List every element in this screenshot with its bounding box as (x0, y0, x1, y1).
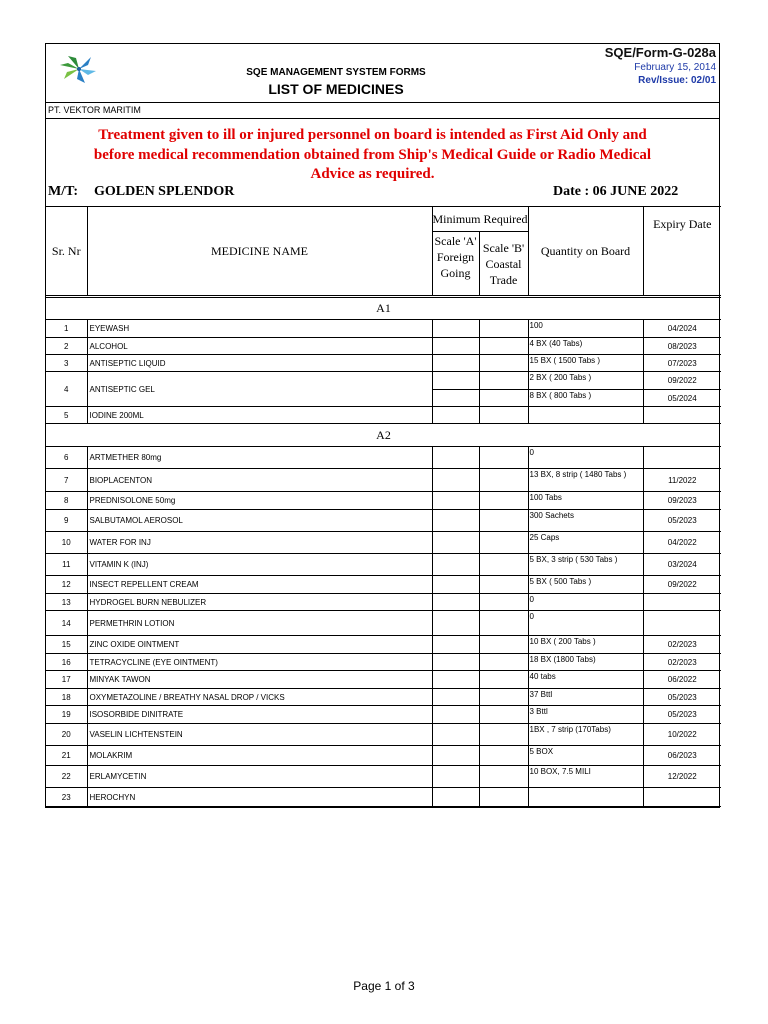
expiry-date: 02/2023 (643, 654, 721, 671)
scale-a-cell (432, 338, 479, 355)
table-row (46, 372, 721, 390)
medicine-form (45, 43, 720, 808)
quantity-on-board: 1BX , 7 strip (170Tabs) (528, 724, 643, 746)
vessel-line (46, 182, 719, 206)
table-row (46, 469, 721, 492)
row-number: 20 (46, 724, 87, 746)
quantity-on-board (528, 407, 643, 424)
scale-a-cell (432, 532, 479, 554)
quantity-on-board: 10 BX ( 200 Tabs ) (528, 636, 643, 654)
scale-a-cell (432, 594, 479, 611)
scale-b-cell (479, 636, 528, 654)
medicine-name: IODINE 200ML (87, 407, 432, 424)
table-row (46, 671, 721, 689)
expiry-date: 06/2022 (643, 671, 721, 689)
scale-a-cell (432, 576, 479, 594)
scale-b-cell (479, 594, 528, 611)
scale-a-cell (432, 724, 479, 746)
scale-a-cell (432, 355, 479, 372)
scale-a-cell (432, 469, 479, 492)
scale-a-cell (432, 788, 479, 807)
expiry-date: 12/2022 (643, 766, 721, 788)
scale-a-cell (432, 671, 479, 689)
section-row-a1 (46, 298, 721, 320)
scale-b-cell (479, 724, 528, 746)
form-header (46, 44, 719, 103)
medicine-name: VASELIN LICHTENSTEIN (87, 724, 432, 746)
medicine-name: ARTMETHER 80mg (87, 447, 432, 469)
table-row (46, 654, 721, 671)
row-number: 13 (46, 594, 87, 611)
table-row (46, 594, 721, 611)
quantity-on-board: 40 tabs (528, 671, 643, 689)
form-code: SQE/Form-G-028a (604, 45, 716, 60)
scale-b-cell (479, 390, 528, 407)
scale-a-cell (432, 510, 479, 532)
medicine-name: EYEWASH (87, 320, 432, 338)
expiry-date: 02/2023 (643, 636, 721, 654)
medicine-name: ZINC OXIDE OINTMENT (87, 636, 432, 654)
system-title: SQE MANAGEMENT SYSTEM FORMS (246, 67, 426, 78)
expiry-date: 07/2023 (643, 355, 721, 372)
quantity-on-board: 2 BX ( 200 Tabs ) (528, 372, 643, 390)
quantity-on-board: 8 BX ( 800 Tabs ) (528, 390, 643, 407)
table-row (46, 611, 721, 636)
scale-b-cell (479, 689, 528, 706)
medicine-name: ALCOHOL (87, 338, 432, 355)
medicine-name: PERMETHRIN LOTION (87, 611, 432, 636)
scale-b-cell (479, 469, 528, 492)
row-number: 19 (46, 706, 87, 724)
quantity-on-board (528, 788, 643, 807)
vessel-label: M/T: (48, 184, 79, 199)
expiry-date (643, 594, 721, 611)
expiry-date: 10/2022 (643, 724, 721, 746)
scale-b-cell (479, 671, 528, 689)
row-number: 12 (46, 576, 87, 594)
table-row (46, 706, 721, 724)
medicine-name: INSECT REPELLENT CREAM (87, 576, 432, 594)
expiry-date: 08/2023 (643, 338, 721, 355)
rev-issue: Rev/Issue: 02/01 (638, 75, 716, 86)
scale-b-cell (479, 492, 528, 510)
expiry-date: 05/2023 (643, 706, 721, 724)
table-row (46, 532, 721, 554)
page-footer: Page 1 of 3 (353, 979, 415, 993)
table-row (46, 447, 721, 469)
quantity-on-board: 0 (528, 611, 643, 636)
col-header-scale-b: Scale 'B' Coastal Trade (479, 232, 528, 296)
table-row (46, 689, 721, 706)
scale-b-cell (479, 746, 528, 766)
table-row (46, 766, 721, 788)
medicine-name: SALBUTAMOL AEROSOL (87, 510, 432, 532)
col-header-sr: Sr. Nr (46, 207, 87, 296)
scale-b-cell (479, 320, 528, 338)
scale-a-cell (432, 390, 479, 407)
row-number: 14 (46, 611, 87, 636)
quantity-on-board: 37 Bttl (528, 689, 643, 706)
expiry-date: 09/2022 (643, 576, 721, 594)
row-number: 7 (46, 469, 87, 492)
row-number: 3 (46, 355, 87, 372)
medicine-name: ISOSORBIDE DINITRATE (87, 706, 432, 724)
scale-b-cell (479, 766, 528, 788)
medicine-name: MINYAK TAWON (87, 671, 432, 689)
quantity-on-board: 5 BX, 3 strip ( 530 Tabs ) (528, 554, 643, 576)
row-number: 21 (46, 746, 87, 766)
row-number: 10 (46, 532, 87, 554)
expiry-date: 04/2024 (643, 320, 721, 338)
table-row (46, 407, 721, 424)
expiry-date (643, 788, 721, 807)
table-row (46, 746, 721, 766)
table-row (46, 510, 721, 532)
col-header-qty: Quantity on Board (528, 207, 643, 296)
medicine-name: VITAMIN K (INJ) (87, 554, 432, 576)
quantity-on-board: 15 BX ( 1500 Tabs ) (528, 355, 643, 372)
expiry-date: 06/2023 (643, 746, 721, 766)
row-number: 2 (46, 338, 87, 355)
table-row (46, 788, 721, 807)
quantity-on-board: 3 Bttl (528, 706, 643, 724)
scale-b-cell (479, 532, 528, 554)
scale-b-cell (479, 788, 528, 807)
scale-a-cell (432, 766, 479, 788)
expiry-date (643, 447, 721, 469)
scale-a-cell (432, 611, 479, 636)
vessel-name: GOLDEN SPLENDOR (94, 184, 235, 199)
quantity-on-board: 18 BX (1800 Tabs) (528, 654, 643, 671)
expiry-date: 05/2023 (643, 689, 721, 706)
expiry-date: 05/2024 (643, 390, 721, 407)
scale-b-cell (479, 510, 528, 532)
row-number: 9 (46, 510, 87, 532)
medicine-name: HEROCHYN (87, 788, 432, 807)
scale-a-cell (432, 407, 479, 424)
scale-a-cell (432, 746, 479, 766)
section-label: A2 (46, 424, 721, 447)
row-number: 15 (46, 636, 87, 654)
table-row (46, 338, 721, 355)
expiry-date: 09/2023 (643, 492, 721, 510)
medicine-name: BIOPLACENTON (87, 469, 432, 492)
table-row (46, 636, 721, 654)
row-number: 16 (46, 654, 87, 671)
expiry-date: 03/2024 (643, 554, 721, 576)
scale-a-cell (432, 654, 479, 671)
medicine-name: ERLAMYCETIN (87, 766, 432, 788)
scale-b-cell (479, 372, 528, 390)
scale-b-cell (479, 407, 528, 424)
quantity-on-board: 0 (528, 594, 643, 611)
col-header-name: MEDICINE NAME (87, 207, 432, 296)
scale-a-cell (432, 492, 479, 510)
scale-b-cell (479, 706, 528, 724)
scale-b-cell (479, 338, 528, 355)
quantity-on-board: 300 Sachets (528, 510, 643, 532)
form-date: February 15, 2014 (634, 62, 716, 73)
page-title: LIST OF MEDICINES (268, 81, 404, 97)
scale-a-cell (432, 372, 479, 390)
scale-a-cell (432, 320, 479, 338)
row-number: 4 (46, 372, 87, 407)
scale-b-cell (479, 554, 528, 576)
row-number: 17 (46, 671, 87, 689)
scale-a-cell (432, 689, 479, 706)
quantity-on-board: 5 BOX (528, 746, 643, 766)
row-number: 18 (46, 689, 87, 706)
col-header-min-required: Minimum Required (432, 207, 528, 232)
scale-b-cell (479, 355, 528, 372)
quantity-on-board: 100 Tabs (528, 492, 643, 510)
quantity-on-board: 10 BOX, 7.5 MILI (528, 766, 643, 788)
scale-b-cell (479, 654, 528, 671)
medicine-name: PREDNISOLONE 50mg (87, 492, 432, 510)
row-number: 1 (46, 320, 87, 338)
medicine-name: TETRACYCLINE (EYE OINTMENT) (87, 654, 432, 671)
scale-a-cell (432, 447, 479, 469)
medicine-name: OXYMETAZOLINE / BREATHY NASAL DROP / VICKS (87, 689, 432, 706)
quantity-on-board: 0 (528, 447, 643, 469)
expiry-date: 09/2022 (643, 372, 721, 390)
col-header-expiry: Expiry Date (643, 207, 721, 296)
medicine-table (46, 206, 721, 807)
table-row (46, 320, 721, 338)
table-row (46, 355, 721, 372)
medicine-name: MOLAKRIM (87, 746, 432, 766)
expiry-date: 05/2023 (643, 510, 721, 532)
row-number: 6 (46, 447, 87, 469)
row-number: 8 (46, 492, 87, 510)
scale-a-cell (432, 636, 479, 654)
col-header-scale-a: Scale 'A' Foreign Going (432, 232, 479, 296)
medicine-name: WATER FOR INJ (87, 532, 432, 554)
scale-a-cell (432, 706, 479, 724)
medicine-name: ANTISEPTIC GEL (87, 372, 432, 407)
quantity-on-board: 100 (528, 320, 643, 338)
section-row-a2 (46, 424, 721, 447)
quantity-on-board: 5 BX ( 500 Tabs ) (528, 576, 643, 594)
scale-b-cell (479, 576, 528, 594)
quantity-on-board: 4 BX (40 Tabs) (528, 338, 643, 355)
expiry-date: 11/2022 (643, 469, 721, 492)
scale-b-cell (479, 447, 528, 469)
report-date: Date : 06 JUNE 2022 (553, 184, 679, 199)
expiry-date (643, 611, 721, 636)
row-number: 23 (46, 788, 87, 807)
table-row (46, 576, 721, 594)
row-number: 5 (46, 407, 87, 424)
scale-a-cell (432, 554, 479, 576)
quantity-on-board: 13 BX, 8 strip ( 1480 Tabs ) (528, 469, 643, 492)
row-number: 22 (46, 766, 87, 788)
row-number: 11 (46, 554, 87, 576)
scale-b-cell (479, 611, 528, 636)
section-label: A1 (46, 298, 721, 320)
company-name: PT. VEKTOR MARITIM (46, 103, 719, 119)
medicine-name: ANTISEPTIC LIQUID (87, 355, 432, 372)
table-row (46, 554, 721, 576)
table-row (46, 724, 721, 746)
table-row (46, 492, 721, 510)
first-aid-notice: Treatment given to ill or injured personnel on board is intended as First Aid Only and before medical recommendation obtained from Ship's Medical Guide or Radio Medical Advice as required. (93, 127, 652, 182)
quantity-on-board: 25 Caps (528, 532, 643, 554)
expiry-date (643, 407, 721, 424)
expiry-date: 04/2022 (643, 532, 721, 554)
medicine-name: HYDROGEL BURN NEBULIZER (87, 594, 432, 611)
